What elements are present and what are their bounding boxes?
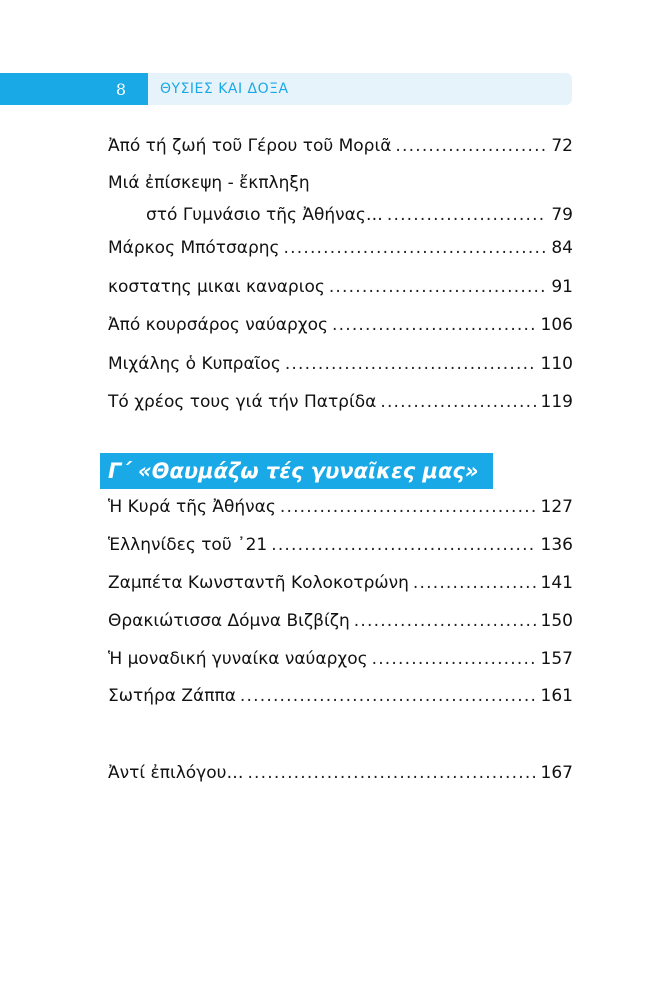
entry-page: 150: [540, 611, 573, 631]
entry-page: 167: [540, 763, 573, 783]
toc-entry[interactable]: [108, 353, 573, 375]
dot-leader: [271, 534, 536, 556]
dot-leader: [380, 391, 536, 413]
dot-leader: [395, 135, 547, 157]
entry-title: Μιχάλης ὁ Κυπραῖος: [108, 354, 281, 374]
entry-page: 79: [551, 205, 573, 225]
toc-entry[interactable]: [108, 685, 573, 707]
dot-leader: [332, 314, 537, 336]
entry-title: Ζαμπέτα Κωνσταντῆ Κολοκοτρώνη: [108, 573, 409, 593]
entry-title: Σωτήρα Ζάππα: [108, 686, 236, 706]
entry-page: 157: [540, 649, 573, 669]
entry-page: 110: [540, 354, 573, 374]
dot-leader: [387, 204, 548, 226]
entry-title: Ἡ Κυρά τῆς Ἀθήνας: [108, 497, 276, 517]
toc-entry[interactable]: [108, 648, 573, 670]
toc-entry[interactable]: [108, 172, 573, 226]
entry-title-continued: στό Γυμνάσιο τῆς Ἀθήνας…: [146, 205, 383, 225]
toc-entry[interactable]: [108, 135, 573, 157]
toc-entry[interactable]: [108, 391, 573, 413]
toc-entry[interactable]: [108, 572, 573, 594]
entry-title: Θρακιώτισσα Δόμνα Βιζβίζη: [108, 611, 350, 631]
entry-title: Ἀπό κουρσάρος ναύαρχος: [108, 315, 329, 335]
entry-title: κοστατης μικαι καναριος: [108, 277, 325, 297]
page-number: 8: [0, 73, 148, 105]
dot-leader: [247, 762, 536, 784]
entry-page: 91: [551, 277, 573, 297]
dot-leader: [354, 610, 537, 632]
entry-title: Ἀπό τή ζωή τοῦ Γέρου τοῦ Μοριᾶ: [108, 136, 392, 156]
running-title: ΘΥΣΙΕΣ ΚΑΙ ΔΟΞΑ: [148, 73, 572, 105]
running-header: [0, 73, 572, 105]
entry-page: 161: [540, 686, 573, 706]
dot-leader: [284, 237, 548, 259]
dot-leader: [413, 572, 537, 594]
entry-title: Μάρκος Μπότσαρης: [108, 238, 280, 258]
entry-page: 119: [540, 392, 573, 412]
section-heading: Γ΄ «Θαυμάζω τές γυναῖκες μας»: [100, 453, 493, 489]
entry-title: Ἡ μοναδική γυναίκα ναύαρχος: [108, 649, 368, 669]
toc-entry-epilogue[interactable]: [108, 762, 573, 784]
entry-page: 141: [540, 573, 573, 593]
toc-entry[interactable]: [108, 237, 573, 259]
toc-entry[interactable]: [108, 534, 573, 556]
dot-leader: [329, 276, 548, 298]
entry-title: Ἑλληνίδες τοῦ ᾽21: [108, 535, 268, 555]
entry-page: 106: [540, 315, 573, 335]
entry-title: Μιά ἐπίσκεψη - ἔκπληξη: [108, 173, 310, 193]
entry-page: 84: [551, 238, 573, 258]
entry-page: 136: [540, 535, 573, 555]
toc-entry[interactable]: [108, 314, 573, 336]
dot-leader: [280, 496, 537, 518]
dot-leader: [240, 685, 537, 707]
toc-entry[interactable]: [108, 496, 573, 518]
dot-leader: [372, 648, 537, 670]
entry-page: 127: [540, 497, 573, 517]
toc-entry[interactable]: [108, 276, 573, 298]
entry-title: Ἀντί ἐπιλόγου…: [108, 763, 244, 783]
dot-leader: [285, 353, 537, 375]
entry-title: Τό χρέος τους γιά τήν Πατρίδα: [108, 392, 377, 412]
entry-page: 72: [551, 136, 573, 156]
toc-entry[interactable]: [108, 610, 573, 632]
